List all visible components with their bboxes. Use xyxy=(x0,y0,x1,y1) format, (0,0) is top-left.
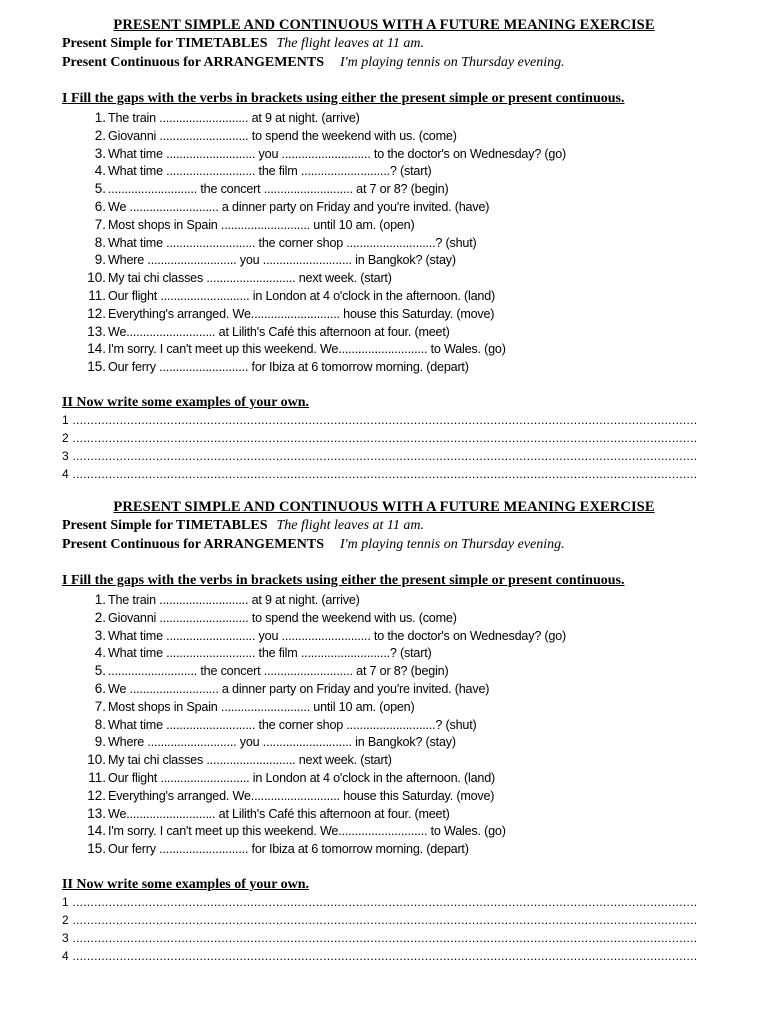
answer-line xyxy=(62,413,697,427)
item-number: 7. xyxy=(94,698,106,714)
item-text: Our ferry ........................... for Ibiza at 6 tomorrow morning. (depart) xyxy=(108,842,469,857)
item-text: My tai chi classes ........................... next week. (start) xyxy=(108,753,392,768)
item-text: Our ferry ........................... for Ibiza at 6 tomorrow morning. (depart) xyxy=(108,360,469,375)
item-number: 10. xyxy=(87,752,106,768)
answer-line xyxy=(62,449,697,463)
exercise-item xyxy=(80,288,495,303)
item-number: 13. xyxy=(87,805,106,821)
part2-heading: II Now write some examples of your own. xyxy=(62,395,310,410)
exercise-item xyxy=(80,823,506,838)
item-number: 15. xyxy=(87,359,106,375)
exercise-item xyxy=(80,110,360,125)
answer-line-number: 1 xyxy=(62,413,69,427)
item-number: 4. xyxy=(94,163,106,179)
answer-line xyxy=(62,431,697,445)
item-text: My tai chi classes ........................... next week. (start) xyxy=(108,271,392,286)
item-number: 9. xyxy=(94,734,106,750)
answer-dotted-line: ............................................................................................................................................................................ xyxy=(68,431,698,445)
rule2-line xyxy=(62,537,565,553)
item-text: Everything's arranged. We........................... house this Saturday. (move) xyxy=(108,788,495,803)
item-text: The train ........................... at 9 at night. (arrive) xyxy=(108,593,360,607)
exercise-item xyxy=(80,163,432,178)
rule2-example: I'm playing tennis on Thursday evening. xyxy=(340,537,565,552)
rule1-example: The flight leaves at 11 am. xyxy=(276,36,424,51)
item-text: I'm sorry. I can't meet up this weekend. We........................... to Wales. (go) xyxy=(108,342,506,357)
item-text: The train ........................... at 9 at night. (arrive) xyxy=(108,111,360,125)
answer-dotted-line: ............................................................................................................................................................................ xyxy=(68,467,698,481)
item-text: We ........................... a dinner party on Friday and you're invited. (have) xyxy=(108,200,490,214)
answer-line xyxy=(62,913,697,927)
answer-line-number: 2 xyxy=(62,913,69,927)
exercise-item xyxy=(80,181,448,196)
item-text: We ........................... a dinner party on Friday and you're invited. (have) xyxy=(108,682,490,696)
item-text: Where ........................... you ........................... in Bangkok? (stay) xyxy=(108,253,456,268)
exercise-item xyxy=(80,359,469,374)
item-number: 10. xyxy=(87,270,106,286)
answer-line xyxy=(62,895,697,909)
answer-dotted-line: ............................................................................................................................................................................ xyxy=(68,931,698,945)
exercise-item xyxy=(80,592,360,607)
item-number: 2. xyxy=(94,127,106,143)
rule1-line xyxy=(62,518,424,534)
item-text: What time ........................... you ........................... to the doctor's on Wednesday? (go) xyxy=(108,146,567,161)
item-text: Our flight ........................... in London at 4 o'clock in the afternoon. (land) xyxy=(108,289,496,303)
exercise-item xyxy=(80,128,457,143)
item-number: 11. xyxy=(88,288,106,303)
answer-line xyxy=(62,467,697,481)
exercise-item xyxy=(80,252,456,267)
item-number: 12. xyxy=(87,787,106,803)
exercise-item xyxy=(80,235,477,250)
rule1-label: Present Simple for TIMETABLES xyxy=(62,518,268,533)
item-number: 14. xyxy=(87,341,106,357)
exercise-item xyxy=(80,663,448,678)
answer-dotted-line: ............................................................................................................................................................................ xyxy=(68,449,698,463)
item-text: Where ........................... you ........................... in Bangkok? (stay) xyxy=(108,735,456,750)
exercise-item xyxy=(80,146,566,161)
item-number: 5. xyxy=(94,181,106,197)
answer-line-number: 1 xyxy=(62,895,69,909)
item-text: What time ........................... the film ...........................? (start) xyxy=(108,164,432,179)
rule1-line xyxy=(62,36,424,52)
answer-dotted-line: ............................................................................................................................................................................ xyxy=(68,413,698,427)
answer-line xyxy=(62,949,697,963)
item-number: 13. xyxy=(87,323,106,339)
item-text: Giovanni ........................... to spend the weekend with us. (come) xyxy=(108,128,457,143)
item-text: What time ........................... the film ...........................? (start) xyxy=(108,646,432,661)
exercise-item xyxy=(80,699,414,714)
answer-line xyxy=(62,931,697,945)
part1-heading: I Fill the gaps with the verbs in brackets using either the present simple or present continuous. xyxy=(62,573,625,588)
rule2-label: Present Continuous for ARRANGEMENTS xyxy=(62,55,325,70)
exercise-item xyxy=(80,645,432,660)
rule2-example: I'm playing tennis on Thursday evening. xyxy=(340,55,565,70)
item-number: 5. xyxy=(94,663,106,679)
item-number: 2. xyxy=(94,609,106,625)
item-number: 7. xyxy=(94,216,106,232)
item-text: Our flight ........................... in London at 4 o'clock in the afternoon. (land) xyxy=(108,771,496,785)
worksheet-title: PRESENT SIMPLE AND CONTINUOUS WITH A FUTURE MEANING EXERCISE xyxy=(113,499,655,515)
item-number: 1. xyxy=(94,592,106,607)
item-text: We........................... at Lilith's Café this afternoon at four. (meet) xyxy=(108,806,450,821)
answer-line-number: 4 xyxy=(62,467,69,481)
exercise-item xyxy=(80,324,450,339)
item-text: What time ........................... the corner shop ...........................? (shut) xyxy=(108,717,477,732)
item-text: We........................... at Lilith's Café this afternoon at four. (meet) xyxy=(108,324,450,339)
exercise-item xyxy=(80,199,489,214)
answer-dotted-line: ............................................................................................................................................................................ xyxy=(68,913,698,927)
exercise-item xyxy=(80,341,506,356)
exercise-item xyxy=(80,770,495,785)
answer-dotted-line: ............................................................................................................................................................................ xyxy=(68,895,698,909)
rule1-label: Present Simple for TIMETABLES xyxy=(62,36,268,51)
exercise-item xyxy=(80,628,566,643)
item-number: 9. xyxy=(94,252,106,268)
answer-dotted-line: ............................................................................................................................................................................ xyxy=(68,949,698,963)
item-text: What time ........................... you ........................... to the doctor's on Wednesday? (go) xyxy=(108,628,567,643)
item-number: 4. xyxy=(94,645,106,661)
item-number: 6. xyxy=(94,199,106,214)
exercise-item xyxy=(80,752,392,767)
rule2-line xyxy=(62,55,565,71)
item-number: 6. xyxy=(94,681,106,696)
exercise-item xyxy=(80,734,456,749)
item-number: 11. xyxy=(88,770,106,785)
exercise-item xyxy=(80,610,457,625)
item-text: What time ........................... the corner shop ...........................? (shut) xyxy=(108,235,477,250)
item-number: 8. xyxy=(94,234,106,250)
exercise-item xyxy=(80,270,392,285)
exercise-item xyxy=(80,306,494,321)
item-text: ........................... the concert ........................... at 7 or 8? (begin) xyxy=(108,664,449,679)
answer-line-number: 3 xyxy=(62,449,69,463)
answer-line-number: 3 xyxy=(62,931,69,945)
worksheet-title: PRESENT SIMPLE AND CONTINUOUS WITH A FUTURE MEANING EXERCISE xyxy=(113,17,655,33)
item-number: 12. xyxy=(87,305,106,321)
item-text: I'm sorry. I can't meet up this weekend. We........................... to Wales. (go) xyxy=(108,824,506,839)
item-number: 1. xyxy=(94,110,106,125)
item-text: Most shops in Spain ........................... until 10 am. (open) xyxy=(108,699,415,714)
item-number: 15. xyxy=(87,841,106,857)
exercise-item xyxy=(80,717,477,732)
exercise-item xyxy=(80,217,414,232)
item-text: ........................... the concert ........................... at 7 or 8? (begin) xyxy=(108,182,449,197)
item-number: 3. xyxy=(94,627,106,643)
answer-line-number: 4 xyxy=(62,949,69,963)
item-number: 3. xyxy=(94,145,106,161)
rule2-label: Present Continuous for ARRANGEMENTS xyxy=(62,537,325,552)
item-number: 8. xyxy=(94,716,106,732)
exercise-item xyxy=(80,841,469,856)
rule1-example: The flight leaves at 11 am. xyxy=(276,518,424,533)
item-text: Everything's arranged. We........................... house this Saturday. (move) xyxy=(108,306,495,321)
item-text: Giovanni ........................... to spend the weekend with us. (come) xyxy=(108,610,457,625)
exercise-item xyxy=(80,788,494,803)
exercise-item xyxy=(80,681,489,696)
exercise-item xyxy=(80,806,450,821)
item-number: 14. xyxy=(87,823,106,839)
item-text: Most shops in Spain ........................... until 10 am. (open) xyxy=(108,217,415,232)
part2-heading: II Now write some examples of your own. xyxy=(62,877,310,892)
answer-line-number: 2 xyxy=(62,431,69,445)
part1-heading: I Fill the gaps with the verbs in brackets using either the present simple or present continuous. xyxy=(62,91,625,106)
